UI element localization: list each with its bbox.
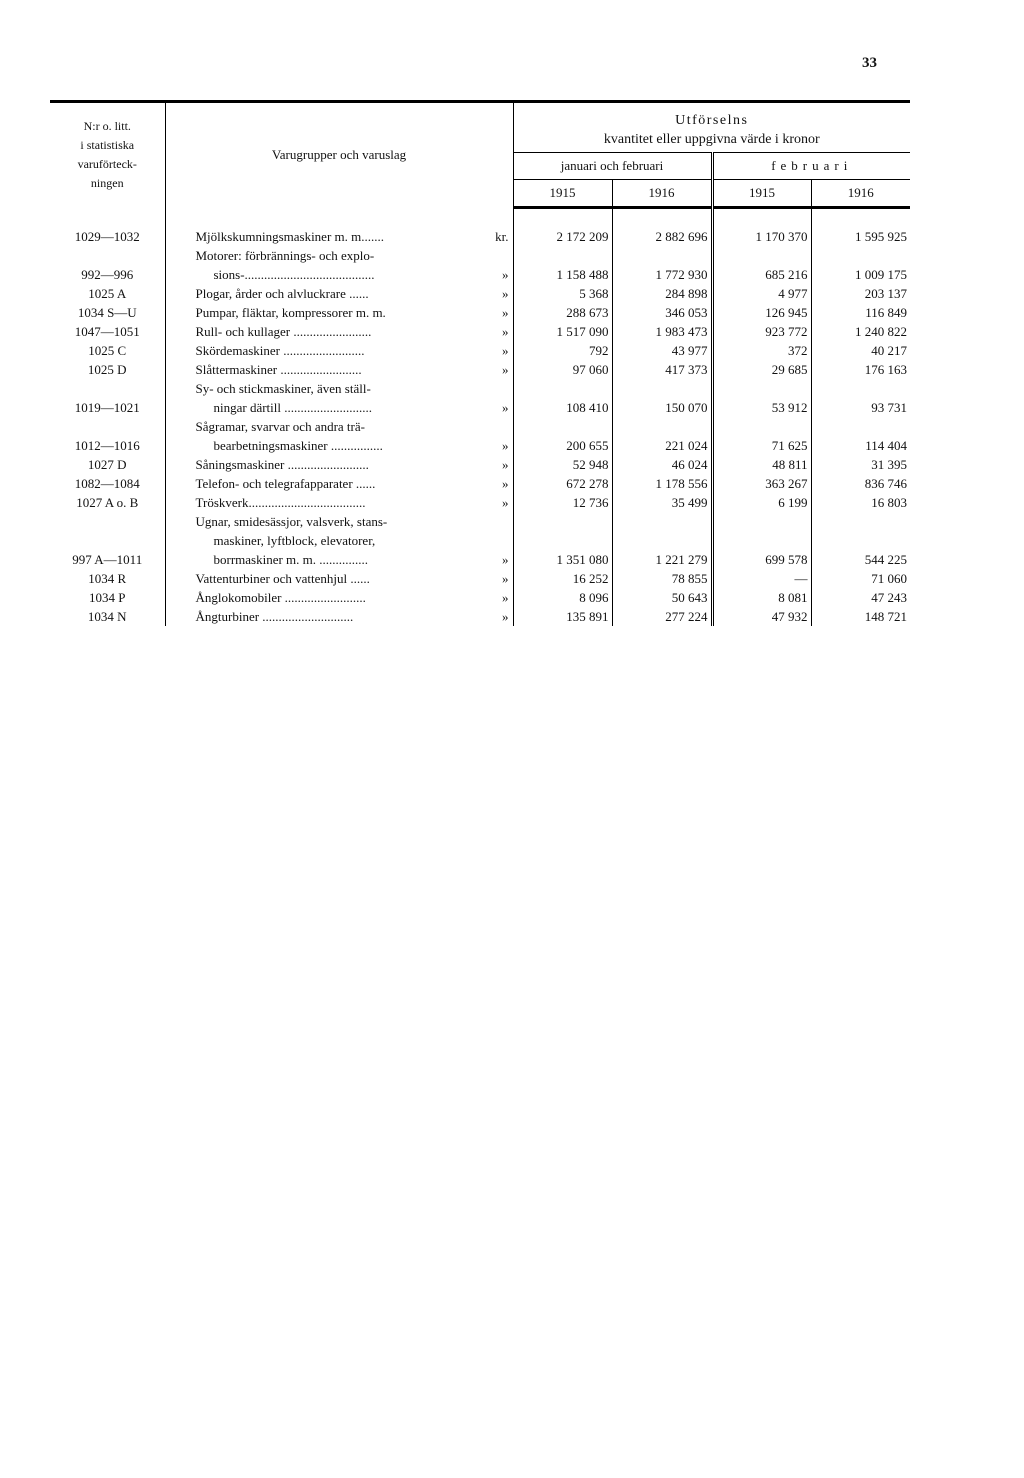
row-unit: »: [502, 285, 509, 301]
row-value: 16 803: [811, 493, 910, 512]
row-name-line: [196, 379, 511, 398]
header-year: 1915: [712, 179, 811, 207]
row-unit: »: [502, 494, 509, 510]
row-name-line: [196, 284, 511, 303]
row-nr: 1025 C: [88, 342, 127, 358]
table-row: [50, 588, 910, 607]
row-value: 52 948: [513, 455, 612, 474]
row-name: [165, 284, 513, 303]
row-nr: 1019—1021: [74, 399, 140, 415]
header-title-line2: kvantitet eller uppgivna värde i kronor: [603, 132, 820, 148]
header-year: 1915: [513, 179, 612, 207]
row-name: [165, 588, 513, 607]
row-name-text: Tröskverk....................................: [195, 494, 366, 510]
row-name-text: borrmaskiner m. m. ...............: [213, 551, 369, 567]
row-name-text: maskiner, lyftblock, elevatorer,: [213, 532, 376, 548]
row-value: 923 772: [712, 322, 811, 341]
table-row: [50, 227, 910, 246]
row-value: 108 410: [513, 379, 612, 417]
row-name-line: [196, 607, 511, 626]
row-value: 1 158 488: [513, 246, 612, 284]
row-name: [165, 303, 513, 322]
row-value: 672 278: [513, 474, 612, 493]
row-name-text: Motorer: förbrännings- och explo-: [195, 247, 375, 263]
header-nr: [50, 102, 165, 208]
export-statistics-table: [50, 100, 910, 626]
header-nr-line: N:r o. litt.: [83, 119, 131, 133]
header-title: [513, 102, 910, 153]
row-value: 50 643: [612, 588, 712, 607]
header-nr-line: varuförteck-: [77, 157, 137, 171]
row-name-line: [196, 227, 511, 246]
row-name-line: [196, 474, 511, 493]
row-unit: kr.: [495, 228, 509, 244]
table-row: [50, 284, 910, 303]
row-name-line: [196, 322, 511, 341]
row-nr: 1025 D: [87, 361, 127, 377]
row-value: 1 517 090: [513, 322, 612, 341]
row-name-text: Plogar, årder och alvluckrare ......: [195, 285, 369, 301]
row-nr: 1029—1032: [74, 228, 140, 244]
row-name: [165, 455, 513, 474]
row-value: 6 199: [712, 493, 811, 512]
row-name: [165, 227, 513, 246]
row-nr: 1027 A o. B: [76, 494, 139, 510]
header-nr-line: ningen: [90, 176, 124, 190]
row-name-text: Ånglokomobiler .........................: [195, 589, 366, 605]
row-value: 12 736: [513, 493, 612, 512]
row-value: 8 081: [712, 588, 811, 607]
row-nr: 1012—1016: [74, 437, 140, 453]
table-row: [50, 493, 910, 512]
row-value: 1 772 930: [612, 246, 712, 284]
row-name-text: Slåttermaskiner .........................: [195, 361, 362, 377]
row-name-line: [196, 569, 511, 588]
row-name-text: Såningsmaskiner .........................: [195, 456, 369, 472]
row-name-line: [196, 417, 511, 436]
row-name: [165, 246, 513, 284]
row-value: 31 395: [811, 455, 910, 474]
row-value: 284 898: [612, 284, 712, 303]
row-name-line: [196, 303, 511, 322]
row-name-line: [196, 246, 511, 265]
row-value: 71 060: [811, 569, 910, 588]
row-name-text: Ångturbiner ............................: [195, 608, 354, 624]
row-unit: »: [502, 608, 509, 624]
row-name: [165, 569, 513, 588]
row-value: 2 172 209: [513, 227, 612, 246]
row-name-text: Ugnar, smidesässjor, valsverk, stans-: [195, 513, 388, 529]
row-value: 35 499: [612, 493, 712, 512]
row-value: 78 855: [612, 569, 712, 588]
row-name: [165, 322, 513, 341]
row-unit: »: [502, 266, 509, 282]
row-value: 203 137: [811, 284, 910, 303]
row-value: 16 252: [513, 569, 612, 588]
row-value: 97 060: [513, 360, 612, 379]
row-name-text: Sågramar, svarvar och andra trä-: [195, 418, 365, 434]
row-value: 1 170 370: [712, 227, 811, 246]
row-name-line: [196, 588, 511, 607]
row-nr: 1025 A: [88, 285, 127, 301]
row-value: 1 983 473: [612, 322, 712, 341]
row-name-line: [196, 436, 511, 455]
row-name-text: ningar därtill ...........................: [213, 399, 373, 415]
table-row: [50, 303, 910, 322]
header-period-feb: februari: [712, 152, 910, 179]
row-value: 148 721: [811, 607, 910, 626]
row-unit: »: [502, 475, 509, 491]
row-nr: 1082—1084: [74, 475, 140, 491]
row-value: 699 578: [712, 512, 811, 569]
table-body: [50, 207, 910, 626]
row-name-line: [196, 398, 511, 417]
row-unit: »: [502, 342, 509, 358]
row-unit: »: [502, 323, 509, 339]
row-value: 150 070: [612, 379, 712, 417]
row-name-line: [196, 531, 511, 550]
row-value: 114 404: [811, 417, 910, 455]
header-period-jan-feb: januari och februari: [513, 152, 712, 179]
row-value: 1 221 279: [612, 512, 712, 569]
header-year: 1916: [612, 179, 712, 207]
row-value: 43 977: [612, 341, 712, 360]
row-name-line: [196, 550, 511, 569]
row-value: 1 240 822: [811, 322, 910, 341]
row-name-line: [196, 455, 511, 474]
row-nr: 1047—1051: [74, 323, 140, 339]
header-name: Varugrupper och varuslag: [165, 102, 513, 208]
row-unit: »: [502, 399, 509, 415]
row-unit: »: [502, 589, 509, 605]
row-value: 5 368: [513, 284, 612, 303]
row-name-text: Mjölkskumningsmaskiner m. m.......: [195, 228, 384, 244]
row-unit: »: [502, 456, 509, 472]
row-value: 372: [712, 341, 811, 360]
row-nr: 1034 R: [88, 570, 127, 586]
table-row: [50, 379, 910, 417]
row-value: 8 096: [513, 588, 612, 607]
table-row: [50, 512, 910, 569]
row-value: 116 849: [811, 303, 910, 322]
header-year: 1916: [811, 179, 910, 207]
row-unit: »: [502, 551, 509, 567]
row-name: [165, 474, 513, 493]
row-value: 46 024: [612, 455, 712, 474]
row-nr: 1034 S—U: [77, 304, 137, 320]
row-value: 544 225: [811, 512, 910, 569]
row-name-line: [196, 265, 511, 284]
row-nr: 992—996: [81, 266, 134, 282]
table-row: [50, 607, 910, 626]
row-value: 2 882 696: [612, 227, 712, 246]
row-name-text: Sy- och stickmaskiner, även ställ-: [195, 380, 371, 396]
row-value: 71 625: [712, 417, 811, 455]
table-row: [50, 474, 910, 493]
row-name-line: [196, 493, 511, 512]
row-value: 1 351 080: [513, 512, 612, 569]
row-name: [165, 379, 513, 417]
row-name: [165, 493, 513, 512]
row-value: 53 912: [712, 379, 811, 417]
row-nr: 1034 N: [87, 608, 127, 624]
row-value: 29 685: [712, 360, 811, 379]
row-value: 135 891: [513, 607, 612, 626]
row-name: [165, 417, 513, 455]
header-nr-line: i statistiska: [80, 138, 135, 152]
row-value: 685 216: [712, 246, 811, 284]
row-name-text: Pumpar, fläktar, kompressorer m. m.: [195, 304, 386, 320]
row-unit: »: [502, 304, 509, 320]
row-unit: »: [502, 437, 509, 453]
row-value: 277 224: [612, 607, 712, 626]
table-row: [50, 341, 910, 360]
row-name-line: [196, 512, 511, 531]
table-row: [50, 246, 910, 284]
row-name: [165, 360, 513, 379]
row-nr: 1027 D: [87, 456, 127, 472]
row-value: 1 178 556: [612, 474, 712, 493]
row-value: —: [712, 569, 811, 588]
row-name-text: bearbetningsmaskiner ................: [213, 437, 383, 453]
row-value: 47 243: [811, 588, 910, 607]
table-row: [50, 360, 910, 379]
row-name: [165, 607, 513, 626]
row-value: 93 731: [811, 379, 910, 417]
row-name-text: Skördemaskiner .........................: [195, 342, 365, 358]
row-value: 288 673: [513, 303, 612, 322]
row-name-line: [196, 341, 511, 360]
row-value: 363 267: [712, 474, 811, 493]
header-title-line1: Utförselns: [675, 113, 749, 129]
table-row: [50, 455, 910, 474]
row-value: 1 595 925: [811, 227, 910, 246]
row-value: 176 163: [811, 360, 910, 379]
row-nr: 1034 P: [89, 589, 126, 605]
row-value: 346 053: [612, 303, 712, 322]
table-row: [50, 322, 910, 341]
row-unit: »: [502, 361, 509, 377]
page-number: 33: [862, 55, 877, 71]
row-name-text: Rull- och kullager ........................: [195, 323, 372, 339]
row-value: 836 746: [811, 474, 910, 493]
row-name-text: Telefon- och telegrafapparater ......: [195, 475, 376, 491]
row-name: [165, 512, 513, 569]
row-name-text: Vattenturbiner och vattenhjul ......: [195, 570, 370, 586]
row-value: 200 655: [513, 417, 612, 455]
row-nr: 997 A—1011: [72, 551, 143, 567]
row-name: [165, 341, 513, 360]
row-name-line: [196, 360, 511, 379]
table-row: [50, 569, 910, 588]
row-value: 48 811: [712, 455, 811, 474]
row-value: 221 024: [612, 417, 712, 455]
row-name-text: sions-........................................: [213, 266, 375, 282]
row-unit: »: [502, 570, 509, 586]
row-value: 126 945: [712, 303, 811, 322]
row-value: 47 932: [712, 607, 811, 626]
table-row: [50, 417, 910, 455]
row-value: 4 977: [712, 284, 811, 303]
row-value: 792: [513, 341, 612, 360]
row-value: 1 009 175: [811, 246, 910, 284]
row-value: 40 217: [811, 341, 910, 360]
row-value: 417 373: [612, 360, 712, 379]
